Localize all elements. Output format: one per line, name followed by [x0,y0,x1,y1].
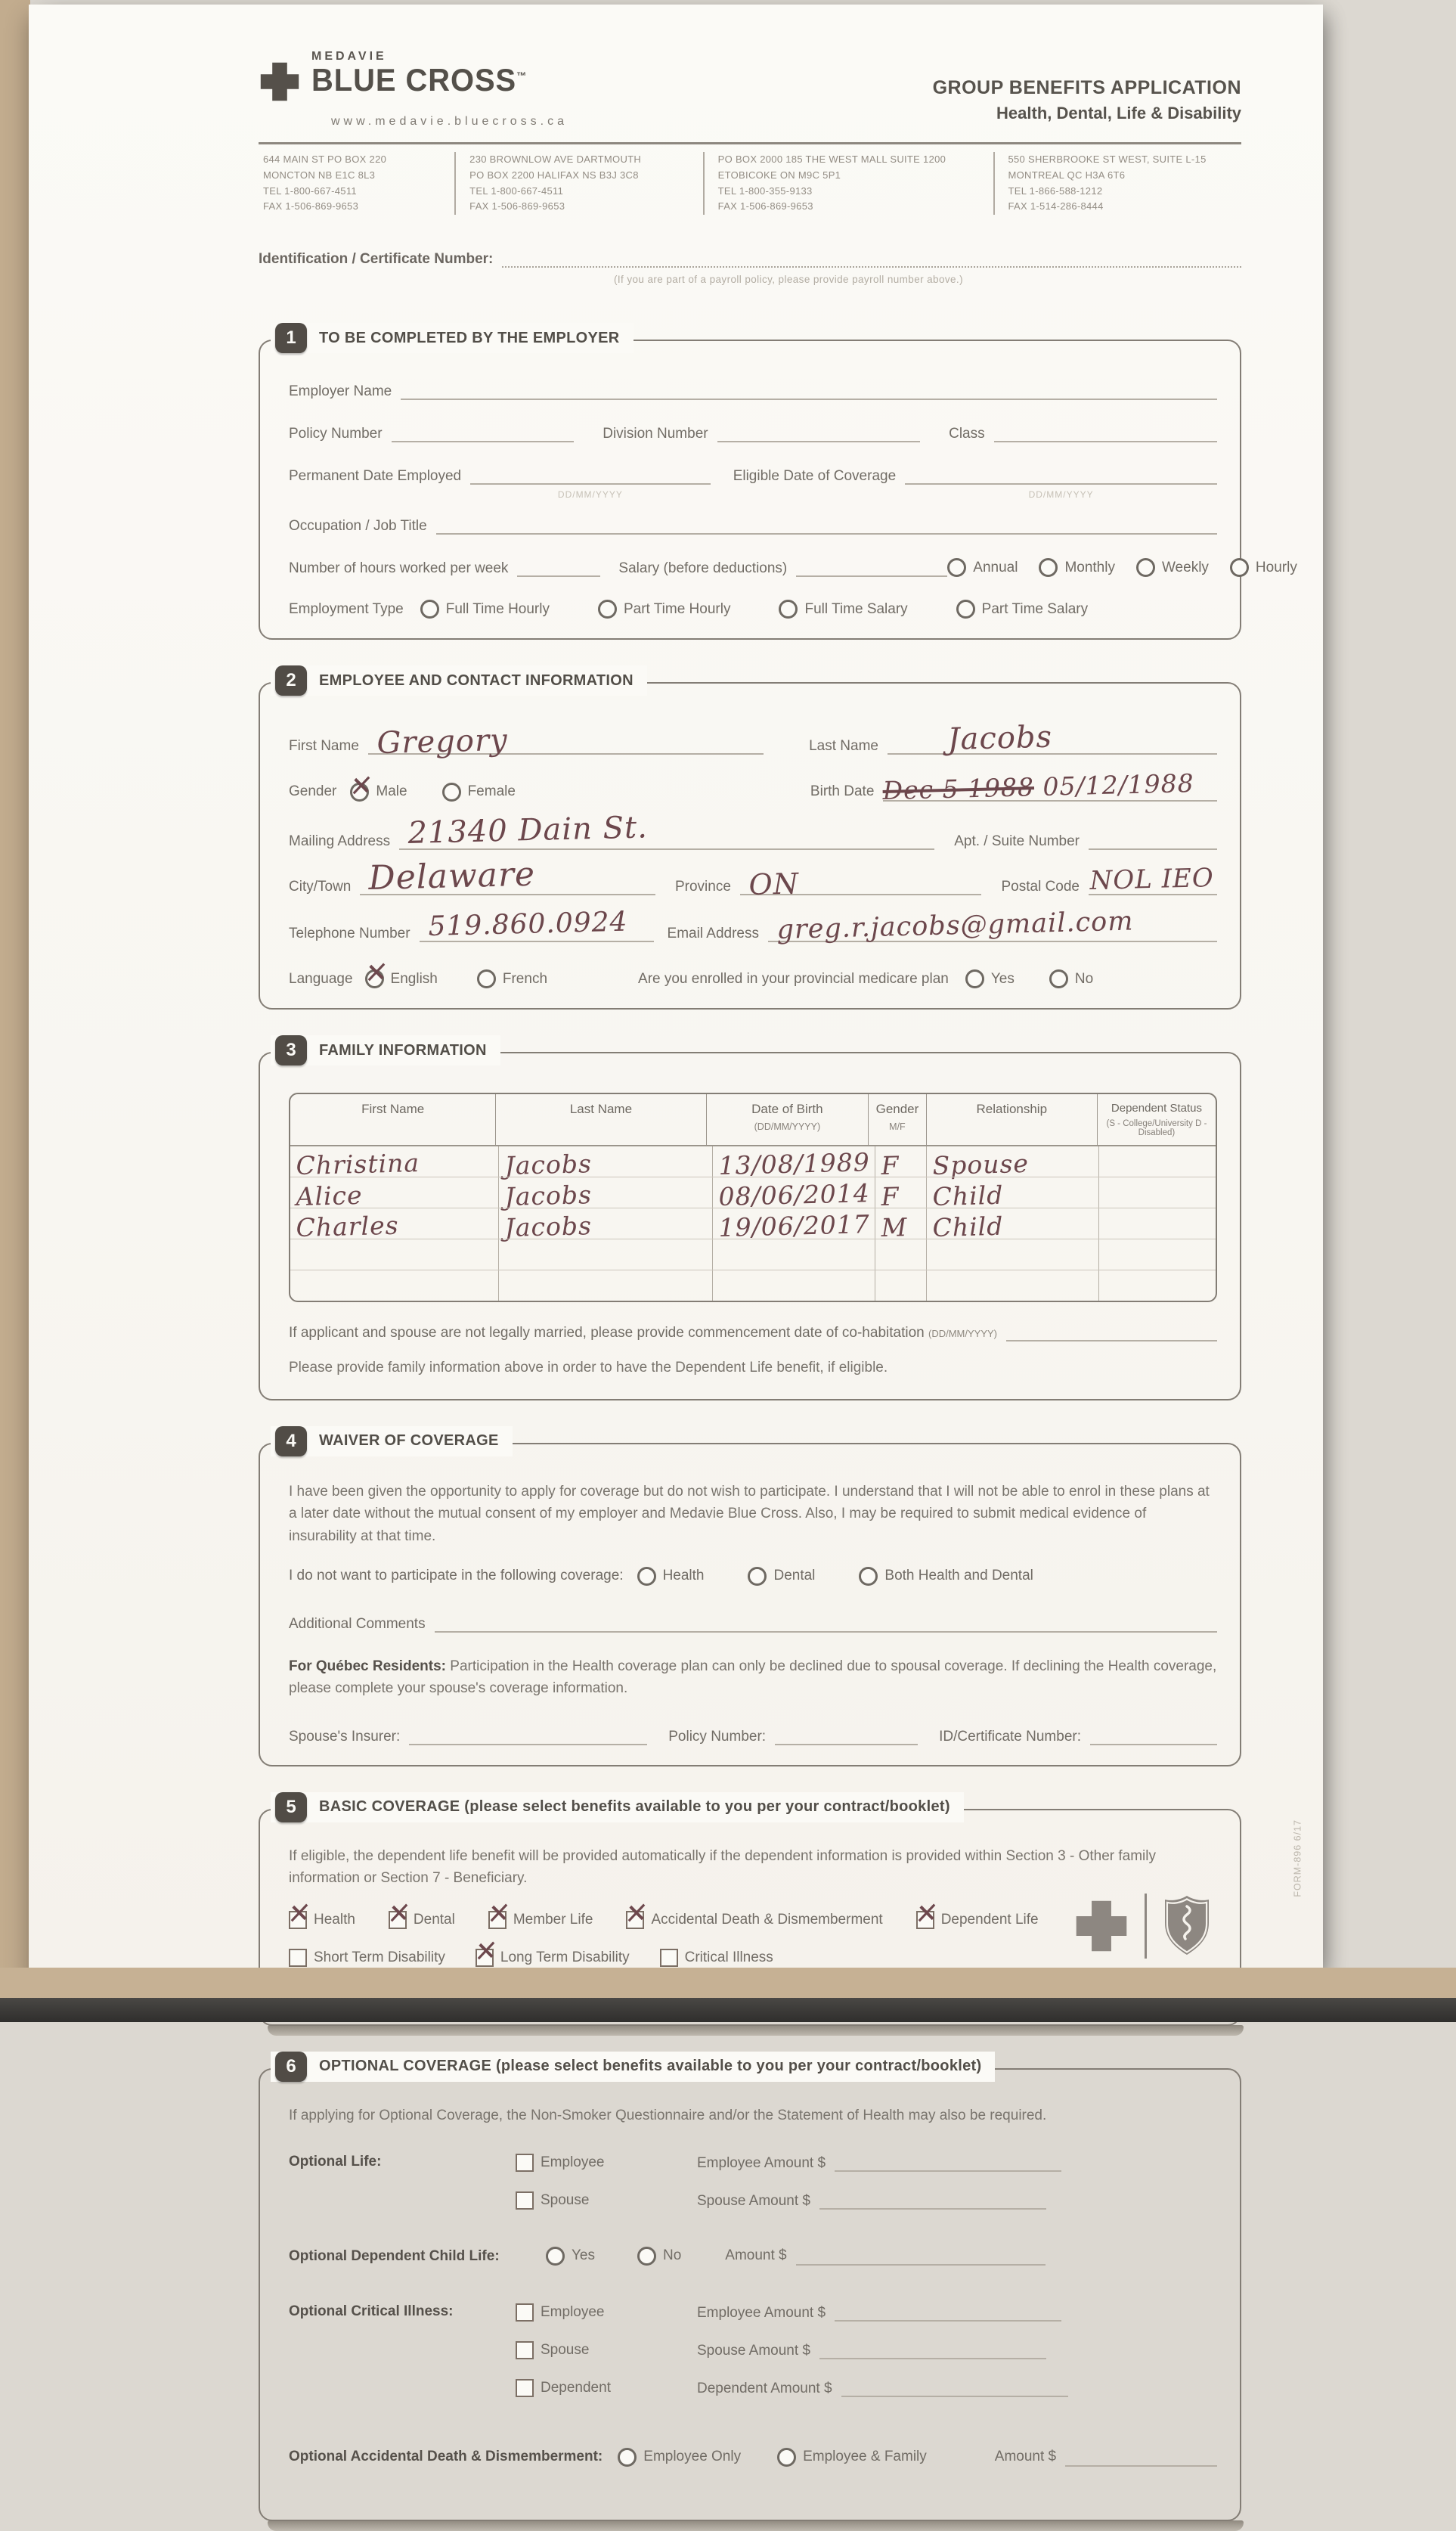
birth-date-value: Dec 5 1988 05/12/1988 [882,768,1195,806]
occupation-field[interactable] [436,515,1217,535]
ci-spouse-checkbox[interactable] [516,2341,534,2359]
mailing-address-value: 21340 Dain St. [407,810,649,851]
policy-number-label: Policy Number [289,426,383,442]
employer-name-field[interactable] [401,380,1217,400]
language-label: Language [289,970,353,987]
document-title-line1: GROUP BENEFITS APPLICATION [932,77,1241,98]
section-5-title: BASIC COVERAGE (please select benefits available to you per your contract/booklet) [319,1798,950,1816]
optional-add-label: Optional Accidental Death & Dismemberment: [289,2449,603,2465]
ci-dependent-amount-field[interactable] [841,2377,1068,2397]
gender-male-radio[interactable] [350,783,369,802]
document-title [933,77,1241,123]
section-1-badge: 1 [275,323,307,353]
identification-label: Identification / Certificate Number: [259,251,494,268]
employer-name-label: Employer Name [289,383,392,400]
telephone-field[interactable] [420,906,654,943]
family-table-row[interactable] [290,1270,1216,1301]
province-label: Province [674,879,731,895]
family-dob: 19/06/2017 [718,1209,871,1243]
office-address: 550 SHERBROOKE ST WEST, SUITE L-15 MONTREAL QC H3A 6T6 TEL 1-866-588-1212 FAX 1-514-286-8444 [993,152,1242,215]
section-optional-coverage: 6 OPTIONAL COVERAGE (please select benefits available to you per your contract/booklet) If applying for Optional Coverage, the Non-Smoker Questionnaire and/or the Statement of Health may also be required. Optional Life: Employee Employee Amount $ Spouse Spouse Amount $ Optional Dependent Child Life: Yes No Amount $ Optional Critical Illness: Employee Employee Amount $ Spouse Spouse Amount $ Dependent Dependent Amount $ Optional Accidental Death & Dismemberment: Employee Only Employee & Family Amount $ [259,2068,1241,2521]
section-6-title: OPTIONAL COVERAGE (please select benefits available to you per your contract/booklet) [319,2058,982,2075]
city-town-value: Delaware [368,855,536,898]
postal-code-label: Postal Code [1001,879,1080,895]
salary-weekly-radio[interactable] [1136,558,1155,577]
logo-divider [1145,1894,1147,1959]
footer-logos [1073,1894,1212,1959]
family-first-name: Alice [296,1180,364,1212]
eligible-date-field[interactable]: DD/MM/YYYY [905,465,1217,485]
form-header [259,50,1241,215]
salary-annual-radio[interactable] [947,558,966,577]
family-first-name: Charles [296,1210,400,1243]
health-checkbox[interactable] [289,1911,307,1929]
employment-type-label: Employment Type [289,600,404,617]
optional-coverage-note: If applying for Optional Coverage, the Non-Smoker Questionnaire and/or the Statement of Health may also be required. [289,2107,1047,2123]
optional-critical-illness-label: Optional Critical Illness: [289,2303,454,2320]
optional-life-label: Optional Life: [289,2154,382,2170]
last-name-field[interactable] [888,719,1217,758]
section-6-badge: 6 [275,2052,307,2082]
critical-illness-checkbox[interactable] [660,1949,678,1967]
gender-female-radio[interactable] [442,783,461,802]
family-last-name: Jacobs [504,1211,593,1243]
waiver-id-number-label: ID/Certificate Number: [939,1728,1082,1745]
part-time-hourly-radio[interactable] [598,600,617,619]
spouse-insurer-label: Spouse's Insurer: [289,1728,401,1745]
section-3-badge: 3 [275,1035,307,1065]
first-name-field[interactable] [368,722,764,761]
section-1-title: TO BE COMPLETED BY THE EMPLOYER [319,329,620,346]
family-dob: 13/08/1989 [718,1147,871,1181]
decline-both-radio[interactable] [859,1567,878,1586]
scanned-form-page [29,5,1323,2465]
office-address: 644 MAIN ST PO BOX 220 MONCTON NB E1C 8L3 TEL 1-800-667-4511 FAX 1-506-869-9653 [263,154,387,212]
ci-spouse-amount-field[interactable] [819,2340,1046,2359]
division-number-label: Division Number [603,426,708,442]
gender-label: Gender [289,783,337,800]
occupation-label: Occupation / Job Title [289,518,427,535]
decline-dental-radio[interactable] [748,1567,767,1586]
brand-top-text: MEDAVIE [311,50,387,63]
brand-name-text: BLUE CROSS™ [311,62,528,98]
additional-comments-label: Additional Comments [289,1615,426,1632]
office-address: PO BOX 2000 185 THE WEST MALL SUITE 1200 ETOBICOKE ON M9C 5P1 TEL 1-800-355-9133 FAX 1-506-869-9653 [703,152,993,215]
child-life-amount-field[interactable] [796,2246,1046,2266]
email-label: Email Address [667,926,759,942]
email-field[interactable] [768,906,1217,946]
short-term-disability-checkbox[interactable] [289,1949,307,1967]
section-family-information [259,1040,1241,1400]
full-time-hourly-radio[interactable] [420,600,439,619]
hours-worked-label: Number of hours worked per week [289,560,509,577]
waiver-id-number-field[interactable] [1090,1726,1217,1745]
family-relationship: Child [932,1180,1005,1212]
optional-life-employee-amount-field[interactable] [835,2152,1061,2172]
child-life-yes-radio[interactable] [546,2247,565,2266]
add-amount-field[interactable] [1065,2447,1217,2467]
photo-edge-band [0,1998,1456,2022]
decline-coverage-label: I do not want to participate in the following coverage: [289,1568,624,1584]
add-checkbox[interactable] [626,1911,644,1929]
brand-website: www.medavie.bluecross.ca [331,115,568,128]
optional-life-employee-checkbox[interactable] [516,2154,534,2172]
dependent-life-note: Please provide family information above in order to have the Dependent Life benefit, if eligible. [289,1360,888,1376]
salary-field[interactable] [796,557,947,577]
employee-amount-label: Employee Amount $ [697,2155,826,2172]
salary-label: Salary (before deductions) [618,560,788,577]
family-relationship: Child [932,1211,1005,1243]
family-table [289,1093,1217,1302]
medicare-question-label: Are you enrolled in your provincial medicare plan [638,970,949,987]
section-5-badge: 5 [275,1792,307,1822]
blue-shield-logo-icon [1162,1894,1212,1958]
add-employee-family-radio[interactable] [777,2448,796,2467]
cohabitation-label: If applicant and spouse are not legally married, please provide commencement date of co-habitation (DD/MM/YYYY) [289,1325,997,1341]
last-name-label: Last Name [809,738,878,755]
family-table-header: First Name Last Name Date of Birth (DD/MM/YYYY) Gender M/F Relationship Dependent Status (S - College/University D - Disabled) [290,1094,1216,1146]
part-time-salary-radio[interactable] [956,600,975,619]
child-life-no-radio[interactable] [637,2247,656,2266]
full-time-salary-radio[interactable] [779,600,798,619]
decline-health-radio[interactable] [637,1567,656,1586]
first-name-label: First Name [289,738,359,755]
office-address: 230 BROWNLOW AVE DARTMOUTH PO BOX 2200 HALIFAX NS B3J 3C8 TEL 1-800-667-4511 FAX 1-506-869-9653 [454,152,703,215]
quebec-residents-note: For Québec Residents: Participation in the Health coverage plan can only be declined due to spousal coverage. If declining the Health coverage, please complete your spouse's coverage information. [289,1658,1217,1697]
family-first-name: Christina [296,1148,420,1181]
family-gender: F [881,1181,900,1212]
telephone-label: Telephone Number [289,926,410,942]
section-2-title: EMPLOYEE AND CONTACT INFORMATION [319,672,634,689]
member-life-checkbox[interactable] [488,1911,507,1929]
additional-comments-field[interactable] [435,1613,1217,1633]
ci-dependent-checkbox[interactable] [516,2379,534,2397]
language-french-radio[interactable] [477,969,496,988]
email-value: greg.r.jacobs@gmail.com [776,906,1134,946]
medicare-yes-radio[interactable] [965,969,984,988]
telephone-value: 519.860.0924 [427,906,628,943]
section-waiver-of-coverage: 4 WAIVER OF COVERAGE I have been given the opportunity to apply for coverage but do not wish to participate. I understand that I will not be able to enrol in these plans at a later date without the mutual consent of my employer and Medavie Blue Cross. Also, I may be required to submit medical evidence of insurability at that time. I do not want to participate in the following coverage: Health Dental Both Health and Dental Additional Comments For Québec Residents: Participation in the Health coverage plan can only be declined due to spousal coverage. If declining the Health coverage, please complete your spouse's coverage information. Spouse's Insurer: Policy Number: ID/Certificate Number: [259,1443,1241,1766]
permanent-date-field[interactable]: DD/MM/YYYY [470,465,711,485]
hours-worked-field[interactable] [517,557,600,577]
family-relationship: Spouse [932,1149,1030,1181]
section-basic-coverage: 5 BASIC COVERAGE (please select benefits available to you per your contract/booklet) If eligible, the dependent life benefit will be provided automatically if the dependent information is provided within Section 3 - Other family information or Section 7 - Beneficiary. ✕ Health ✕ Dental ✕ Member Life ✕ Accidental Death & Dismemberment ✕ Dependent Life Short Term Disability ✕ Long Term Disability Critical Illness ✕ [259,1809,1241,2026]
document-title-line2: Health, Dental, Life & Disability [996,104,1241,123]
postal-code-field[interactable] [1089,863,1217,897]
province-value: ON [748,867,800,902]
section-employee-contact: 2 EMPLOYEE AND CONTACT INFORMATION First Name Gregory Last Name Jacobs Gender ✕ Male Female Birth Date Dec 5 1988 05/12/1988 Mailing Address 21340 Dain St. Apt. / Suite Number City/Town Delaware Province ON Postal Code NOL IEO Telephone Number 519.860.0924 Email Address greg.r.jacobs@gmail.com Language ✕ English French Are you enrolled in your provincial medicare plan Yes No [259,682,1241,1010]
ci-employee-checkbox[interactable] [516,2303,534,2322]
identification-number-field[interactable] [502,250,1241,268]
medicare-no-radio[interactable] [1049,969,1068,988]
family-last-name: Jacobs [504,1149,593,1181]
mailing-address-field[interactable] [399,810,934,851]
policy-number-field[interactable] [392,423,575,442]
spouse-insurer-field[interactable] [409,1726,647,1745]
waiver-policy-number-label: Policy Number: [668,1728,767,1745]
cohabitation-date-field[interactable] [1006,1322,1217,1341]
medavie-cross-icon [259,60,301,103]
family-gender: F [881,1150,900,1181]
apt-suite-label: Apt. / Suite Number [954,833,1080,850]
optional-life-spouse-checkbox[interactable] [516,2191,534,2210]
family-dob: 08/06/2014 [718,1178,871,1212]
add-amount-label: Amount $ [994,2449,1057,2465]
ci-employee-amount-field[interactable] [835,2302,1061,2322]
section-4-badge: 4 [275,1426,307,1456]
salary-monthly-radio[interactable] [1039,558,1058,577]
birth-date-label: Birth Date [810,783,875,800]
basic-coverage-note: If eligible, the dependent life benefit will be provided automatically if the dependent information is provided within Section 3 - Other family information or Section 7 - Beneficiary. [289,1847,1156,1887]
dental-checkbox[interactable] [389,1911,407,1929]
form-code: FORM-896 6/17 [1293,1819,1303,1897]
family-table-row[interactable] [290,1177,1216,1212]
section-2-badge: 2 [275,665,307,696]
city-town-field[interactable] [360,855,655,898]
optional-child-life-label: Optional Dependent Child Life: [289,2248,500,2265]
city-town-label: City/Town [289,879,352,895]
add-employee-only-radio[interactable] [618,2448,637,2467]
office-addresses [259,152,1241,215]
birth-date-field[interactable] [882,768,1217,806]
spouse-amount-label: Spouse Amount $ [697,2193,810,2210]
salary-hourly-radio[interactable] [1230,558,1249,577]
table-surface [0,1968,1456,1998]
waiver-paragraph: I have been given the opportunity to apply for coverage but do not wish to participate. I understand that I will not be able to enrol in these plans at a later date without the mutual consent of my employer and Medavie Blue Cross. Also, I may be required to submit medical evidence of insurability at that time. [289,1483,1210,1544]
mailing-address-label: Mailing Address [289,833,391,850]
dependent-life-checkbox[interactable] [916,1911,934,1929]
blue-cross-logo-icon [1073,1898,1129,1954]
division-number-field[interactable] [717,423,921,442]
postal-code-value: NOL IEO [1089,863,1215,897]
permanent-date-label: Permanent Date Employed [289,468,462,485]
optional-life-spouse-amount-field[interactable] [819,2190,1046,2210]
section-3-title: FAMILY INFORMATION [319,1041,487,1059]
section-employer: 1 TO BE COMPLETED BY THE EMPLOYER Employer Name Policy Number Division Number Class Permanent Date Employed DD/MM/YYYY Eligible Date of Coverage DD/MM/YYYY Occupation / Job Title Number of hours worked per week Salary (before deductions) Annual Monthly Weekly Hourly Employment Type Full Time Hourly Part Time Hourly Full Time Salary Part Time Salary [259,340,1241,640]
apt-suite-field[interactable] [1089,830,1217,850]
family-table-row[interactable] [290,1208,1216,1243]
language-english-radio[interactable] [365,969,384,988]
family-table-row[interactable] [290,1146,1216,1181]
family-gender: M [881,1212,908,1243]
child-life-amount-label: Amount $ [725,2247,787,2264]
identification-note: (If you are part of a payroll policy, please provide payroll number above.) [614,274,963,286]
province-field[interactable] [740,867,982,902]
eligible-date-label: Eligible Date of Coverage [733,468,897,485]
last-name-value: Jacobs [946,719,1053,758]
header-divider [259,142,1241,144]
section-4-title: WAIVER OF COVERAGE [319,1432,499,1450]
class-field[interactable] [994,423,1217,442]
first-name-value: Gregory [376,722,509,761]
family-table-row[interactable] [290,1239,1216,1270]
waiver-policy-number-field[interactable] [775,1726,918,1745]
class-label: Class [949,426,985,442]
long-term-disability-checkbox[interactable] [476,1949,494,1967]
family-last-name: Jacobs [504,1180,593,1212]
